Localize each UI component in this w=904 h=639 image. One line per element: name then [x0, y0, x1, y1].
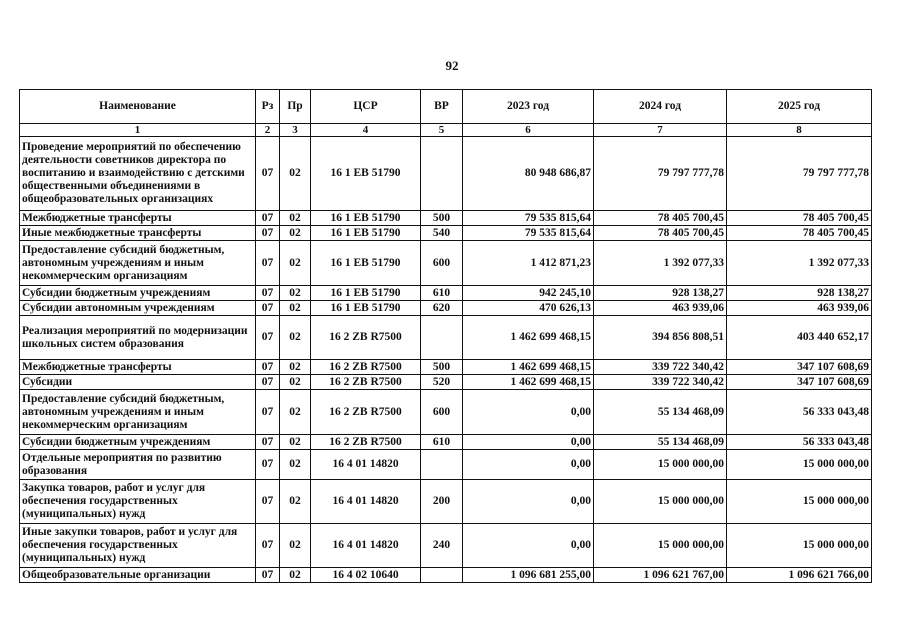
- row-vr: 500: [421, 211, 463, 226]
- column-number-row: [20, 124, 872, 137]
- row-pr: 02: [280, 375, 311, 390]
- row-rz: 07: [256, 226, 280, 241]
- table-row: [20, 524, 872, 568]
- row-amount-2024: 15 000 000,00: [594, 450, 727, 480]
- row-name: Предоставление субсидий бюджетным, автономным учреждениям и иным некоммерческим организациям: [20, 390, 256, 435]
- row-amount-2025: 1 392 077,33: [727, 241, 872, 286]
- row-csr: 16 4 01 14820: [311, 524, 421, 568]
- row-pr: 02: [280, 390, 311, 435]
- column-number: 3: [280, 124, 311, 137]
- row-csr: 16 2 ZB R7500: [311, 435, 421, 450]
- row-name: Субсидии бюджетным учреждениям: [20, 435, 256, 450]
- row-name: Закупка товаров, работ и услуг для обеспечения государственных (муниципальных) нужд: [20, 480, 256, 524]
- row-pr: 02: [280, 450, 311, 480]
- row-amount-2023: 0,00: [463, 450, 594, 480]
- row-amount-2024: 78 405 700,45: [594, 211, 727, 226]
- row-vr: 610: [421, 435, 463, 450]
- row-csr: 16 1 ЕВ 51790: [311, 211, 421, 226]
- table-row: [20, 375, 872, 390]
- table-row: [20, 241, 872, 286]
- row-amount-2023: 0,00: [463, 524, 594, 568]
- row-name: Субсидии бюджетным учреждениям: [20, 286, 256, 301]
- row-amount-2023: 1 462 699 468,15: [463, 360, 594, 375]
- row-amount-2024: 339 722 340,42: [594, 360, 727, 375]
- row-csr: 16 4 02 10640: [311, 568, 421, 583]
- row-pr: 02: [280, 211, 311, 226]
- column-number: 4: [311, 124, 421, 137]
- row-rz: 07: [256, 480, 280, 524]
- row-rz: 07: [256, 524, 280, 568]
- row-csr: 16 1 ЕВ 51790: [311, 301, 421, 316]
- row-amount-2025: 463 939,06: [727, 301, 872, 316]
- row-amount-2025: 78 405 700,45: [727, 226, 872, 241]
- row-pr: 02: [280, 137, 311, 211]
- table-row: [20, 360, 872, 375]
- row-csr: 16 1 ЕВ 51790: [311, 241, 421, 286]
- row-name: Предоставление субсидий бюджетным, автономным учреждениям и иным некоммерческим организациям: [20, 241, 256, 286]
- budget-table: [19, 89, 872, 583]
- row-amount-2023: 79 535 815,64: [463, 226, 594, 241]
- row-vr: 240: [421, 524, 463, 568]
- column-number: 7: [594, 124, 727, 137]
- table-row: [20, 286, 872, 301]
- row-rz: 07: [256, 360, 280, 375]
- row-vr: [421, 316, 463, 360]
- header-pr: Пр: [280, 90, 311, 124]
- column-number: 6: [463, 124, 594, 137]
- table-row: [20, 480, 872, 524]
- row-amount-2025: 56 333 043,48: [727, 435, 872, 450]
- table-row: [20, 301, 872, 316]
- row-amount-2025: 928 138,27: [727, 286, 872, 301]
- row-vr: 520: [421, 375, 463, 390]
- table-row: [20, 450, 872, 480]
- row-rz: 07: [256, 450, 280, 480]
- row-pr: 02: [280, 286, 311, 301]
- row-pr: 02: [280, 360, 311, 375]
- table-row: [20, 211, 872, 226]
- row-amount-2024: 1 392 077,33: [594, 241, 727, 286]
- table-row: [20, 568, 872, 583]
- row-vr: 500: [421, 360, 463, 375]
- row-amount-2024: 394 856 808,51: [594, 316, 727, 360]
- row-name: Иные закупки товаров, работ и услуг для обеспечения государственных (муниципальных) нужд: [20, 524, 256, 568]
- row-pr: 02: [280, 226, 311, 241]
- row-vr: 600: [421, 241, 463, 286]
- row-amount-2023: 470 626,13: [463, 301, 594, 316]
- table-row: [20, 435, 872, 450]
- table-body: [20, 137, 872, 583]
- row-amount-2023: 1 412 871,23: [463, 241, 594, 286]
- row-amount-2025: 78 405 700,45: [727, 211, 872, 226]
- row-rz: 07: [256, 241, 280, 286]
- row-amount-2025: 1 096 621 766,00: [727, 568, 872, 583]
- row-amount-2024: 55 134 468,09: [594, 390, 727, 435]
- row-csr: 16 1 ЕВ 51790: [311, 226, 421, 241]
- row-csr: 16 2 ZB R7500: [311, 316, 421, 360]
- row-pr: 02: [280, 316, 311, 360]
- header-2025: 2025 год: [727, 90, 872, 124]
- row-name: Отдельные мероприятия по развитию образования: [20, 450, 256, 480]
- row-name: Проведение мероприятий по обеспечению деятельности советников директора по воспитанию и взаимодействию с детскими общественными объединениями в общеобразовательных организациях: [20, 137, 256, 211]
- row-amount-2024: 928 138,27: [594, 286, 727, 301]
- row-amount-2025: 79 797 777,78: [727, 137, 872, 211]
- row-amount-2024: 55 134 468,09: [594, 435, 727, 450]
- column-number: 5: [421, 124, 463, 137]
- row-amount-2024: 78 405 700,45: [594, 226, 727, 241]
- row-rz: 07: [256, 390, 280, 435]
- row-amount-2024: 79 797 777,78: [594, 137, 727, 211]
- row-amount-2025: 15 000 000,00: [727, 524, 872, 568]
- row-rz: 07: [256, 301, 280, 316]
- row-vr: 610: [421, 286, 463, 301]
- row-name: Общеобразовательные организации: [20, 568, 256, 583]
- row-pr: 02: [280, 480, 311, 524]
- row-vr: 540: [421, 226, 463, 241]
- row-name: Иные межбюджетные трансферты: [20, 226, 256, 241]
- row-amount-2025: 347 107 608,69: [727, 375, 872, 390]
- table-row: [20, 226, 872, 241]
- header-2023: 2023 год: [463, 90, 594, 124]
- row-rz: 07: [256, 316, 280, 360]
- row-vr: [421, 568, 463, 583]
- row-name: Субсидии автономным учреждениям: [20, 301, 256, 316]
- row-amount-2023: 1 462 699 468,15: [463, 375, 594, 390]
- row-amount-2023: 0,00: [463, 435, 594, 450]
- column-number: 2: [256, 124, 280, 137]
- row-name: Межбюджетные трансферты: [20, 360, 256, 375]
- row-vr: 600: [421, 390, 463, 435]
- row-amount-2023: 1 462 699 468,15: [463, 316, 594, 360]
- row-amount-2025: 56 333 043,48: [727, 390, 872, 435]
- row-csr: 16 4 01 14820: [311, 480, 421, 524]
- table-row: [20, 316, 872, 360]
- row-csr: 16 2 ZB R7500: [311, 375, 421, 390]
- row-pr: 02: [280, 568, 311, 583]
- row-rz: 07: [256, 375, 280, 390]
- row-rz: 07: [256, 435, 280, 450]
- table-row: [20, 390, 872, 435]
- row-amount-2025: 15 000 000,00: [727, 450, 872, 480]
- row-amount-2024: 1 096 621 767,00: [594, 568, 727, 583]
- row-vr: [421, 137, 463, 211]
- table-row: [20, 137, 872, 211]
- header-csr: ЦСР: [311, 90, 421, 124]
- header-name: Наименование: [20, 90, 256, 124]
- row-name: Реализация мероприятий по модернизации школьных систем образования: [20, 316, 256, 360]
- page-number: 92: [445, 58, 459, 73]
- column-number: 1: [20, 124, 256, 137]
- row-amount-2023: 80 948 686,87: [463, 137, 594, 211]
- row-pr: 02: [280, 301, 311, 316]
- row-amount-2025: 15 000 000,00: [727, 480, 872, 524]
- row-csr: 16 4 01 14820: [311, 450, 421, 480]
- row-amount-2023: 0,00: [463, 390, 594, 435]
- header-rz: Рз: [256, 90, 280, 124]
- row-rz: 07: [256, 286, 280, 301]
- header-2024: 2024 год: [594, 90, 727, 124]
- header-row: [20, 90, 872, 124]
- row-csr: 16 1 ЕВ 51790: [311, 137, 421, 211]
- row-csr: 16 2 ZB R7500: [311, 360, 421, 375]
- row-amount-2024: 15 000 000,00: [594, 524, 727, 568]
- row-name: Субсидии: [20, 375, 256, 390]
- row-amount-2024: 463 939,06: [594, 301, 727, 316]
- row-amount-2023: 1 096 681 255,00: [463, 568, 594, 583]
- row-pr: 02: [280, 435, 311, 450]
- row-amount-2023: 79 535 815,64: [463, 211, 594, 226]
- row-amount-2023: 0,00: [463, 480, 594, 524]
- row-pr: 02: [280, 524, 311, 568]
- header-vr: ВР: [421, 90, 463, 124]
- row-vr: [421, 450, 463, 480]
- row-amount-2024: 15 000 000,00: [594, 480, 727, 524]
- row-rz: 07: [256, 568, 280, 583]
- row-name: Межбюджетные трансферты: [20, 211, 256, 226]
- row-pr: 02: [280, 241, 311, 286]
- row-amount-2024: 339 722 340,42: [594, 375, 727, 390]
- row-amount-2025: 347 107 608,69: [727, 360, 872, 375]
- row-amount-2025: 403 440 652,17: [727, 316, 872, 360]
- row-rz: 07: [256, 211, 280, 226]
- row-csr: 16 2 ZB R7500: [311, 390, 421, 435]
- column-number: 8: [727, 124, 872, 137]
- row-amount-2023: 942 245,10: [463, 286, 594, 301]
- row-vr: 620: [421, 301, 463, 316]
- row-rz: 07: [256, 137, 280, 211]
- row-vr: 200: [421, 480, 463, 524]
- row-csr: 16 1 ЕВ 51790: [311, 286, 421, 301]
